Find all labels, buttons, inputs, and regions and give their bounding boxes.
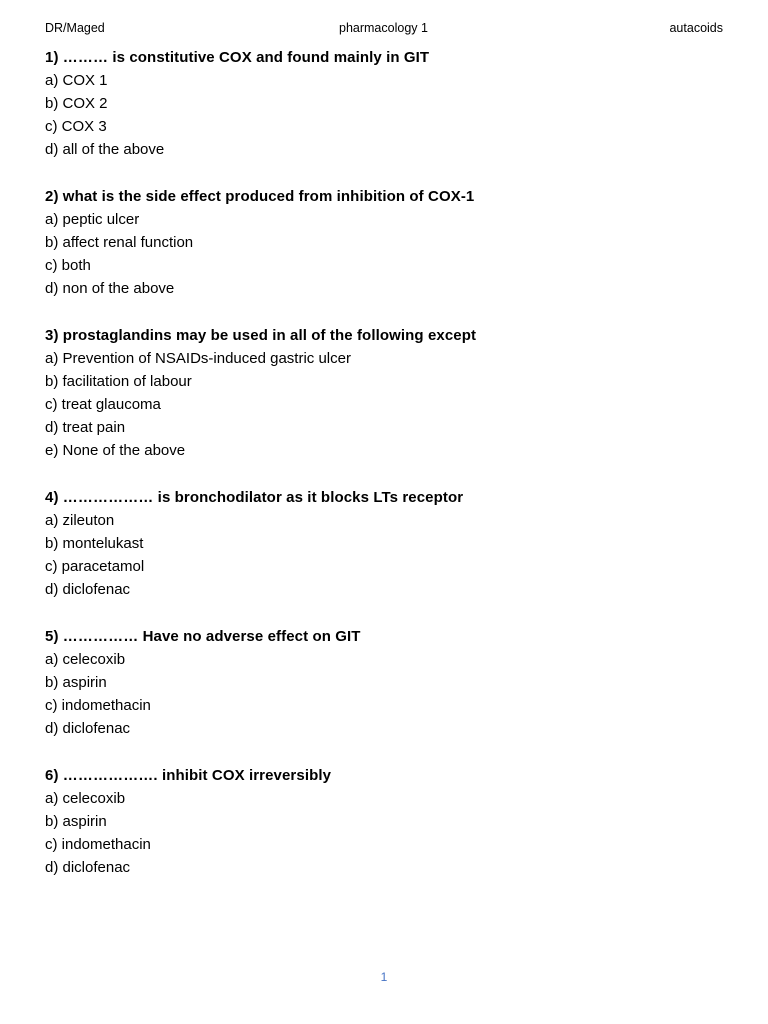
- option-b: b) COX 2: [45, 95, 108, 112]
- option-a: a) zileuton: [45, 512, 115, 529]
- header-topic: autacoids: [669, 21, 723, 35]
- option-d: d) non of the above: [45, 280, 175, 297]
- option-a: a) celecoxib: [45, 790, 126, 807]
- option-d: d) diclofenac: [45, 581, 131, 598]
- option-list: [45, 208, 735, 300]
- option-c: c) treat glaucoma: [45, 396, 161, 413]
- option-c: c) paracetamol: [45, 558, 145, 575]
- option-b: b) montelukast: [45, 535, 144, 552]
- option-a: a) celecoxib: [45, 651, 126, 668]
- option-list: [45, 648, 735, 740]
- question-title: 5) …………… Have no adverse effect on GIT: [45, 628, 361, 645]
- option-e: e) None of the above: [45, 442, 186, 459]
- question-6: [45, 764, 735, 879]
- question-3: [45, 324, 735, 462]
- header-course: pharmacology 1: [339, 21, 428, 35]
- question-title: 6) ………………. inhibit COX irreversibly: [45, 767, 332, 784]
- page-number: 1: [380, 970, 388, 984]
- question-title: 1) ……… is constitutive COX and found mainly in GIT: [45, 49, 430, 66]
- option-list: [45, 69, 735, 161]
- option-d: d) all of the above: [45, 141, 165, 158]
- option-list: [45, 787, 735, 879]
- option-b: b) affect renal function: [45, 234, 194, 251]
- option-c: c) indomethacin: [45, 697, 151, 714]
- option-c: c) indomethacin: [45, 836, 151, 853]
- option-b: b) facilitation of labour: [45, 373, 192, 390]
- option-a: a) Prevention of NSAIDs-induced gastric ulcer: [45, 350, 351, 367]
- header-author: DR/Maged: [45, 21, 105, 35]
- question-title: 4) ……………… is bronchodilator as it blocks LTs receptor: [45, 489, 464, 506]
- question-title: 3) prostaglandins may be used in all of the following except: [45, 327, 477, 344]
- option-c: c) both: [45, 257, 91, 274]
- option-b: b) aspirin: [45, 674, 107, 691]
- option-list: [45, 347, 735, 462]
- option-a: a) peptic ulcer: [45, 211, 140, 228]
- question-2: [45, 185, 735, 300]
- question-1: [45, 46, 735, 161]
- option-d: d) diclofenac: [45, 859, 131, 876]
- question-title: 2) what is the side effect produced from inhibition of COX-1: [45, 188, 475, 205]
- option-c: c) COX 3: [45, 118, 107, 135]
- option-a: a) COX 1: [45, 72, 108, 89]
- question-5: [45, 625, 735, 740]
- option-d: d) treat pain: [45, 419, 126, 436]
- option-b: b) aspirin: [45, 813, 107, 830]
- option-list: [45, 509, 735, 601]
- page-header: [45, 19, 723, 37]
- question-4: [45, 486, 735, 601]
- option-d: d) diclofenac: [45, 720, 131, 737]
- question-list: [45, 46, 735, 903]
